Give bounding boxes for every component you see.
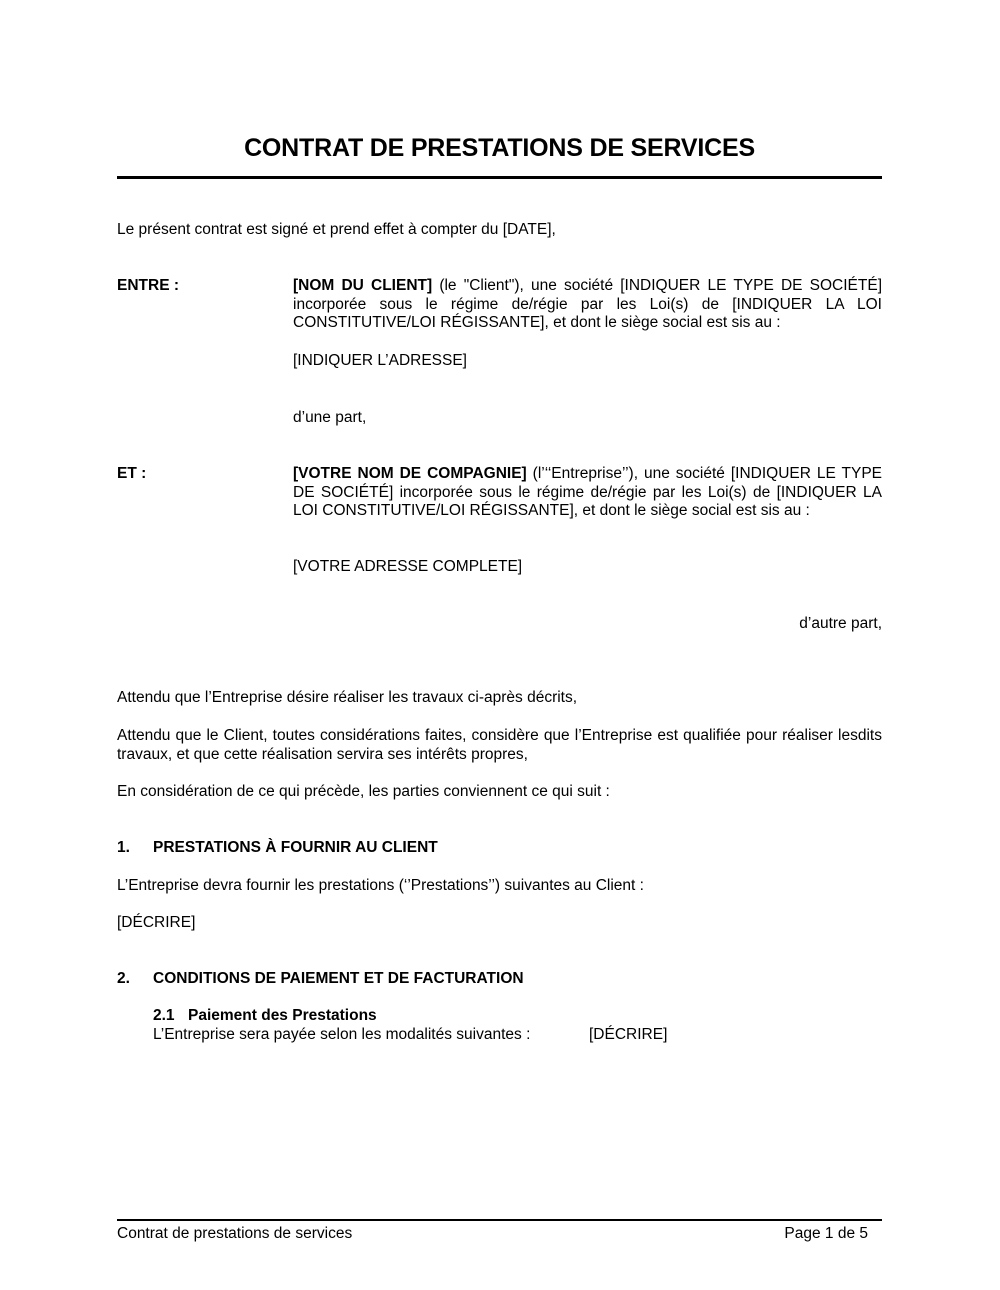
section1-number: 1. [117, 839, 130, 856]
section1-text: L’Entreprise devra fournir les prestations (‘’Prestations’’) suivantes au Client : [117, 877, 644, 894]
party2-description [293, 465, 882, 521]
document-title: CONTRAT DE PRESTATIONS DE SERVICES [244, 134, 755, 162]
recital-2: Attendu que le Client, toutes considérations faites, considère que l’Entreprise est qualifiée pour réaliser lesdits travaux, et que cette réalisation servira ses intérêts propres, [117, 727, 882, 763]
section2-heading: CONDITIONS DE PAIEMENT ET DE FACTURATION [153, 970, 524, 987]
party1-description [293, 277, 882, 333]
footer-title: Contrat de prestations de services [117, 1225, 353, 1242]
recital-3: En considération de ce qui précède, les parties conviennent ce qui suit : [117, 783, 610, 800]
subsection-2-1-text: L’Entreprise sera payée selon les modalités suivantes : [153, 1026, 531, 1043]
subsection-2-1-number: 2.1 [153, 1007, 175, 1024]
intro-paragraph: Le présent contrat est signé et prend effet à compter du [DATE], [117, 221, 556, 238]
title-divider [117, 176, 882, 179]
party2-address: [VOTRE ADRESSE COMPLETE] [293, 558, 523, 575]
party1-label: ENTRE : [117, 277, 179, 294]
subsection-2-1-heading: Paiement des Prestations [188, 1007, 377, 1024]
party2-name: [VOTRE NOM DE COMPAGNIE] [293, 465, 527, 482]
section1-placeholder: [DÉCRIRE] [117, 914, 196, 931]
party1-name: [NOM DU CLIENT] [293, 277, 433, 294]
party2-details: (l’‘‘Entreprise’’), une société [INDIQUER LE TYPE DE SOCIÉTÉ] incorporée sous le régime de/régie par les Loi(s) de [INDIQUER LA LOI CONSTITUTIVE/LOI RÉGISSANTE], et dont le siège social est sis au : [293, 465, 882, 519]
party2-closing: d’autre part, [799, 615, 882, 632]
party1-closing: d’une part, [293, 409, 367, 426]
section1-heading: PRESTATIONS À FOURNIR AU CLIENT [153, 839, 438, 856]
section2-number: 2. [117, 970, 130, 987]
subsection-2-1-placeholder: [DÉCRIRE] [589, 1026, 668, 1043]
party1-details: (le "Client"), une société [INDIQUER LE TYPE DE SOCIÉTÉ] incorporée sous le régime de/régie par les Loi(s) de [INDIQUER LA LOI CONSTITUTIVE/LOI RÉGISSANTE], et dont le siège social est sis au : [293, 277, 882, 331]
party2-label: ET : [117, 465, 147, 482]
page-number: Page 1 de 5 [784, 1225, 868, 1242]
footer-divider [117, 1219, 882, 1221]
party1-address: [INDIQUER L’ADRESSE] [293, 352, 467, 369]
recital-1: Attendu que l’Entreprise désire réaliser les travaux ci-après décrits, [117, 689, 578, 706]
